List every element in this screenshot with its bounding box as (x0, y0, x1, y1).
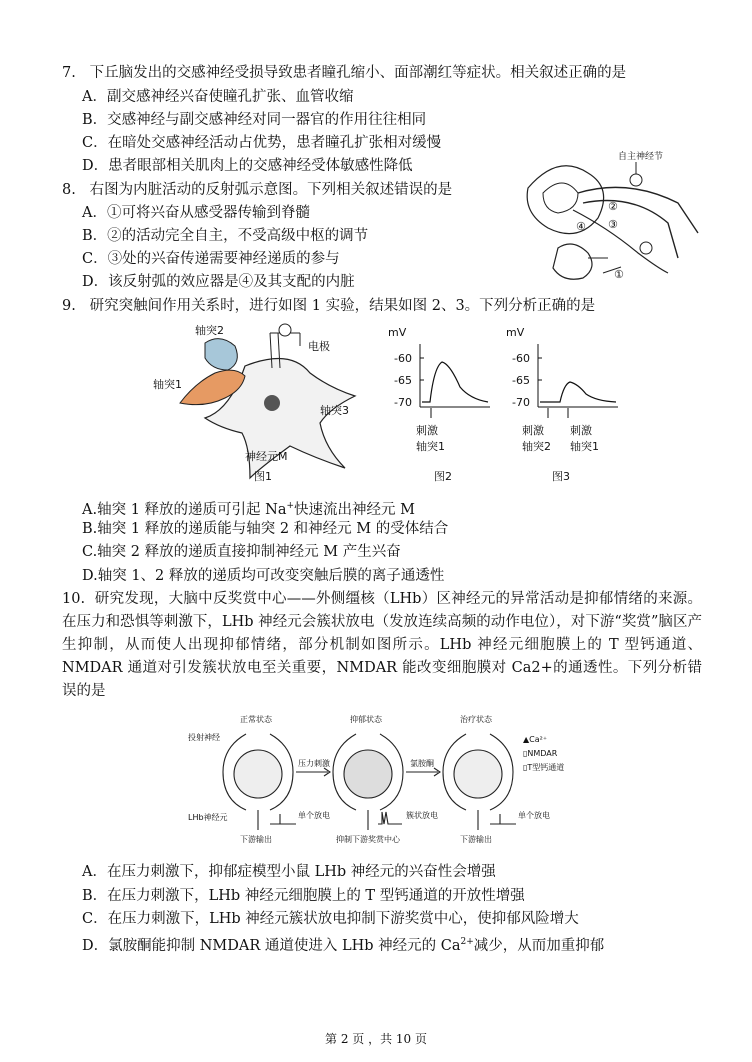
fig3-y1: -60 (512, 352, 530, 365)
fig1-axon2-label: 轴突2 (195, 324, 224, 337)
fig3-y2: -65 (512, 374, 530, 387)
fig8-label-2: ② (608, 200, 618, 213)
q8-stem: 8. 右图为内脏活动的反射弧示意图。下列相关叙述错误的是 (62, 182, 453, 198)
fig3-caption: 图3 (552, 470, 570, 483)
fig1-electrode-label: 电极 (308, 340, 330, 353)
q7-option-a: A．副交感神经兴奋使瞳孔扩张、血管收缩 (82, 89, 354, 105)
fig10-spike3: 单个放电 (518, 811, 550, 820)
q10-option-d-text-end: 减少，从而加重抑郁 (473, 937, 605, 954)
q7-option-d: D．患者眼部相关肌肉上的交感神经受体敏感性降低 (82, 158, 413, 174)
q10-option-a: A．在压力刺激下，抑郁症模型小鼠 LHb 神经元的兴奋性会增强 (82, 864, 496, 880)
q10-option-b: B．在压力刺激下，LHb 神经元细胞膜上的 T 型钙通道的开放性增强 (82, 888, 525, 904)
fig10-state1: 正常状态 (240, 715, 272, 724)
fig10-state3: 治疗状态 (460, 715, 492, 724)
q9-option-a (82, 496, 415, 520)
q7-option-c: C．在暗处交感神经活动占优势，患者瞳孔扩张相对缓慢 (82, 135, 442, 151)
fig2-potential-graph (382, 322, 492, 487)
q9-option-a-sup: + (286, 501, 295, 511)
q10-option-d-text: D．氯胺酮能抑制 NMDAR 通道使进入 LHb 神经元的 Ca (82, 937, 461, 954)
fig10-state2: 抑郁状态 (350, 715, 382, 724)
fig1-synapse-diagram (150, 318, 365, 493)
q8-option-c: C．③处的兴奋传递需要神经递质的参与 (82, 251, 340, 267)
fig10-out1: 下游输出 (240, 835, 272, 844)
fig8-label-1: ① (614, 268, 624, 281)
fig3-stim-a: 刺激 (522, 424, 544, 437)
fig8-label-4: ④ (576, 220, 586, 233)
fig8-ganglion-label: 自主神经节 (618, 152, 664, 162)
q8-option-b: B．②的活动完全自主，不受高级中枢的调节 (82, 228, 369, 244)
q10-option-d-sup: 2+ (460, 937, 474, 947)
fig3-y3: -70 (512, 396, 530, 409)
fig10-legend3: ▯T型钙通道 (523, 763, 565, 772)
reflex-arc-figure (518, 148, 708, 288)
fig1-axon1-label: 轴突1 (153, 378, 182, 391)
fig3-stim-b-target: 轴突1 (570, 440, 599, 453)
fig3-stim-b: 刺激 (570, 424, 592, 437)
fig10-out2: 抑制下游奖赏中心 (336, 835, 400, 844)
q10-option-d (82, 932, 604, 956)
fig2-y3: -70 (394, 396, 412, 409)
q9-stem: 9. 研究突触间作用关系时，进行如图 1 实验，结果如图 2、3。下列分析正确的是 (62, 298, 596, 314)
q7-stem: 7. 下丘脑发出的交感神经受损导致患者瞳孔缩小、面部潮红等症状。相关叙述正确的是 (62, 65, 627, 81)
fig3-potential-graph (500, 322, 625, 487)
fig10-spike1: 单个放电 (298, 811, 330, 820)
fig2-unit: mV (388, 326, 407, 339)
q9-option-a-text: A.轴突 1 释放的递质可引起 Na (82, 501, 287, 518)
q10-stem: 10. 研究发现，大脑中反奖赏中心——外侧缰核（LHb）区神经元的异常活动是抑郁情绪的来源。在压力和恐惧等刺激下，LHb 神经元会簇状放电（发放连续高频的动作电位），对下游“奖赏”脑区产生抑制，从而使人出现抑郁情绪，部分机制如图所示。LHb 神经元细胞膜上的 T 型钙通道、NMDAR 通道对引发簇状放电至关重要，NMDAR 能改变细胞膜对 Ca2+的通透性。下列分析错误的是 (62, 591, 702, 699)
q9-option-b: B.轴突 1 释放的递质能与轴突 2 和神经元 M 的受体结合 (82, 521, 449, 537)
fig3-stim-a-target: 轴突2 (522, 440, 551, 453)
page-footer: 第 2 页 ，共 10 页 (325, 1032, 427, 1046)
fig1-axon3-label: 轴突3 (320, 404, 349, 417)
fig10-legend1: ▲Ca²⁺ (523, 735, 548, 744)
fig1-caption: 图1 (254, 470, 272, 483)
q9-option-d: D.轴突 1、2 释放的递质均可改变突触后膜的离子通透性 (82, 568, 445, 584)
q7-option-b: B．交感神经与副交感神经对同一器官的作用往往相同 (82, 112, 427, 128)
q9-option-c: C.轴突 2 释放的递质直接抑制神经元 M 产生兴奋 (82, 544, 401, 560)
fig10-spike2: 簇状放电 (406, 811, 438, 820)
fig10-arrow1: 压力刺激 (298, 759, 330, 768)
q10-option-c: C．在压力刺激下，LHb 神经元簇状放电抑制下游奖赏中心，使抑郁风险增大 (82, 911, 579, 927)
fig2-caption: 图2 (434, 470, 452, 483)
fig10-axon-label: 投射神经 (188, 733, 220, 742)
fig2-stim: 刺激 (416, 424, 438, 437)
fig10-out3: 下游输出 (460, 835, 492, 844)
q8-option-a: A．①可将兴奋从感受器传输到脊髓 (82, 205, 310, 221)
fig10-neuron-label: LHb神经元 (188, 813, 228, 822)
q9-option-a-text-end: 快速流出神经元 M (294, 501, 415, 518)
fig10-legend2: ▯NMDAR (523, 749, 558, 758)
fig1-neuron-label: 神经元M (245, 450, 288, 463)
fig8-label-3: ③ (608, 218, 618, 231)
fig3-unit: mV (506, 326, 525, 339)
q8-option-d: D．该反射弧的效应器是④及其支配的内脏 (82, 274, 355, 290)
fig10-arrow2: 氯胺酮 (410, 759, 434, 768)
q10-mechanism-figure (188, 712, 568, 852)
fig2-y2: -65 (394, 374, 412, 387)
fig2-stim-target: 轴突1 (416, 440, 445, 453)
fig2-y1: -60 (394, 352, 412, 365)
